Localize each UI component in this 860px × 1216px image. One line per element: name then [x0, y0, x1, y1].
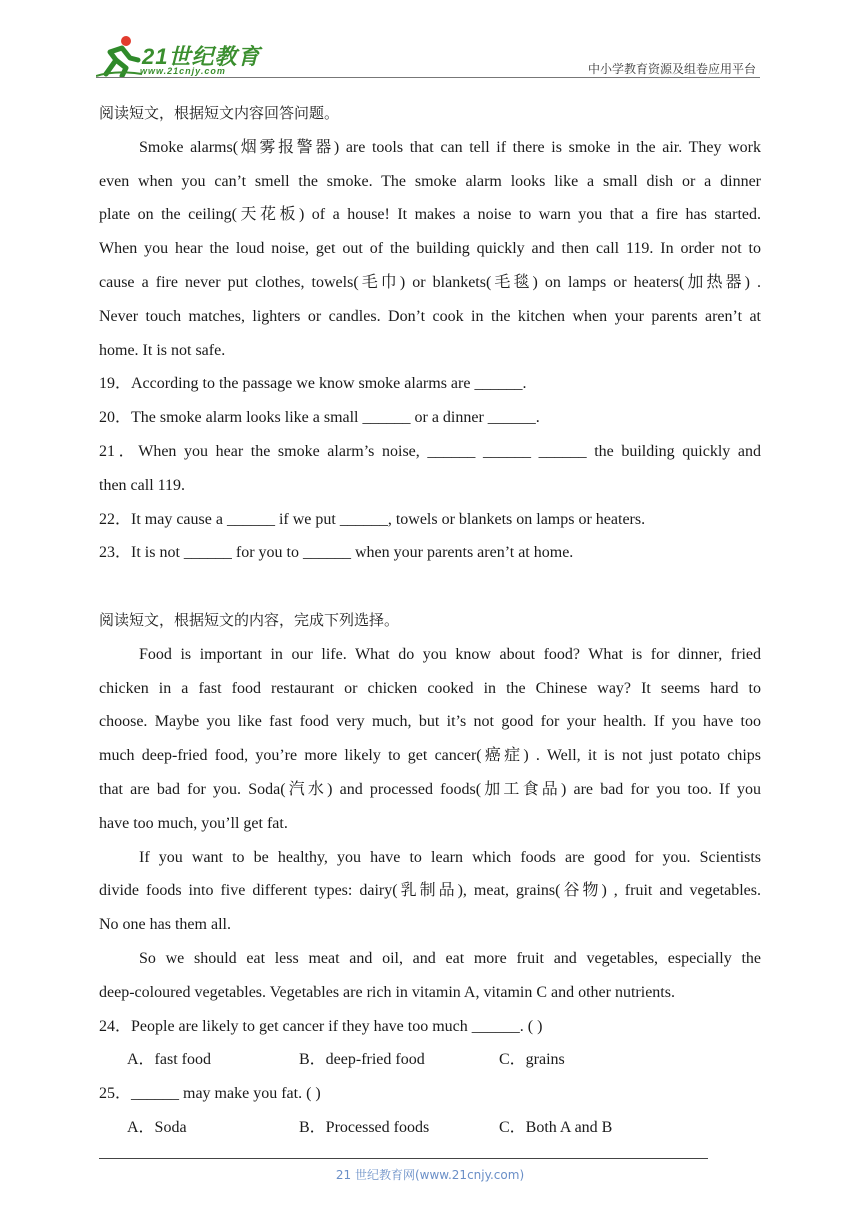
passage2-line: choose. Maybe you like fast food very much, but it’s not good for your health. If you have too [99, 713, 761, 731]
passage2-line: If you want to be healthy, you have to learn which foods are good for you. Scientists [139, 848, 761, 866]
option-25-c[interactable]: C．Both A and B [499, 1118, 613, 1136]
page-header [96, 34, 760, 80]
question-20: 20．The smoke alarm looks like a small ______ or a dinner ______. [99, 409, 540, 427]
section-spacer [99, 570, 761, 604]
question-19: 19．According to the passage we know smoke alarms are ______. [99, 375, 527, 393]
passage1-line: Never touch matches, lighters or candles. Don’t cook in the kitchen when your parents aren’t at [99, 307, 761, 325]
question-23: 23．It is not ______ for you to ______ when your parents aren’t at home. [99, 544, 574, 562]
question-22: 22．It may cause a ______ if we put ______, towels or blankets on lamps or heaters. [99, 510, 646, 528]
section1-instruction: 阅读短文，根据短文内容回答问题。 [99, 104, 340, 122]
header-divider [96, 77, 760, 78]
option-25-a[interactable]: A．Soda [127, 1118, 187, 1136]
section2-instruction: 阅读短文，根据短文的内容，完成下列选择。 [99, 610, 400, 629]
question-21: 21．When you hear the smoke alarm’s noise, ______ ______ ______ the building quickly and [99, 442, 761, 460]
option-24-a[interactable]: A．fast food [127, 1051, 211, 1069]
passage1-line: When you hear the loud noise, get out of the building quickly and then call 119. In order not to [99, 240, 761, 258]
passage1-line: cause a fire never put clothes, towels(毛巾) or blankets(毛毯) on lamps or heaters(加热器) . [99, 273, 761, 291]
passage2-line: No one has them all. [99, 916, 231, 934]
question-25-stem: 25．______ may make you fat. ( ) [99, 1085, 321, 1103]
header-platform-text: 中小学教育资源及组卷应用平台 [587, 62, 756, 76]
passage2-line: have too much, you’ll get fat. [99, 814, 288, 832]
option-24-b[interactable]: B．deep-fried food [299, 1051, 425, 1069]
passage2-line: deep-coloured vegetables. Vegetables are rich in vitamin A, vitamin C and other nutrients. [99, 983, 675, 1001]
passage2-line: divide foods into five different types: dairy(乳制品), meat, grains(谷物) , fruit and vegetables. [99, 882, 761, 900]
passage1-line: plate on the ceiling(天花板) of a house! It makes a noise to warn you that a fire has started. [99, 206, 761, 224]
passage2-line: So we should eat less meat and oil, and eat more fruit and vegetables, especially the [139, 949, 761, 967]
logo-text: 21世纪教育 [142, 44, 261, 69]
passage2-line: chicken in a fast food restaurant or chicken cooked in the Chinese way? It seems hard to [99, 679, 761, 697]
question-21-cont: then call 119. [99, 476, 186, 494]
passage2-line: Food is important in our life. What do you know about food? What is for dinner, fried [139, 645, 761, 663]
runner-logo-icon [96, 34, 142, 78]
passage1-line: home. It is not safe. [99, 341, 226, 359]
passage1-line: even when you can’t smell the smoke. The smoke alarm looks like a small dish or a dinner [99, 172, 761, 190]
option-25-b[interactable]: B．Processed foods [299, 1118, 430, 1136]
passage2-line: much deep-fried food, you’re more likely to get cancer(癌症) . Well, it is not just potato chips [99, 747, 761, 765]
footer-divider [99, 1158, 708, 1159]
logo-url: www.21cnjy.com [140, 66, 226, 76]
site-logo [96, 34, 266, 78]
question-24-options [99, 1043, 761, 1077]
footer-text: 21 世纪教育网(www.21cnjy.com) [335, 1168, 525, 1182]
question-25-options [99, 1111, 761, 1145]
option-24-c[interactable]: C．grains [499, 1051, 565, 1069]
passage1-line: Smoke alarms(烟雾报警器) are tools that can tell if there is smoke in the air. They work [139, 138, 761, 156]
question-24-stem: 24．People are likely to get cancer if they have too much ______. ( ) [99, 1017, 543, 1035]
document-body [99, 97, 761, 1145]
passage2-line: that are bad for you. Soda(汽水) and processed foods(加工食品) are bad for you too. If you [99, 780, 761, 798]
